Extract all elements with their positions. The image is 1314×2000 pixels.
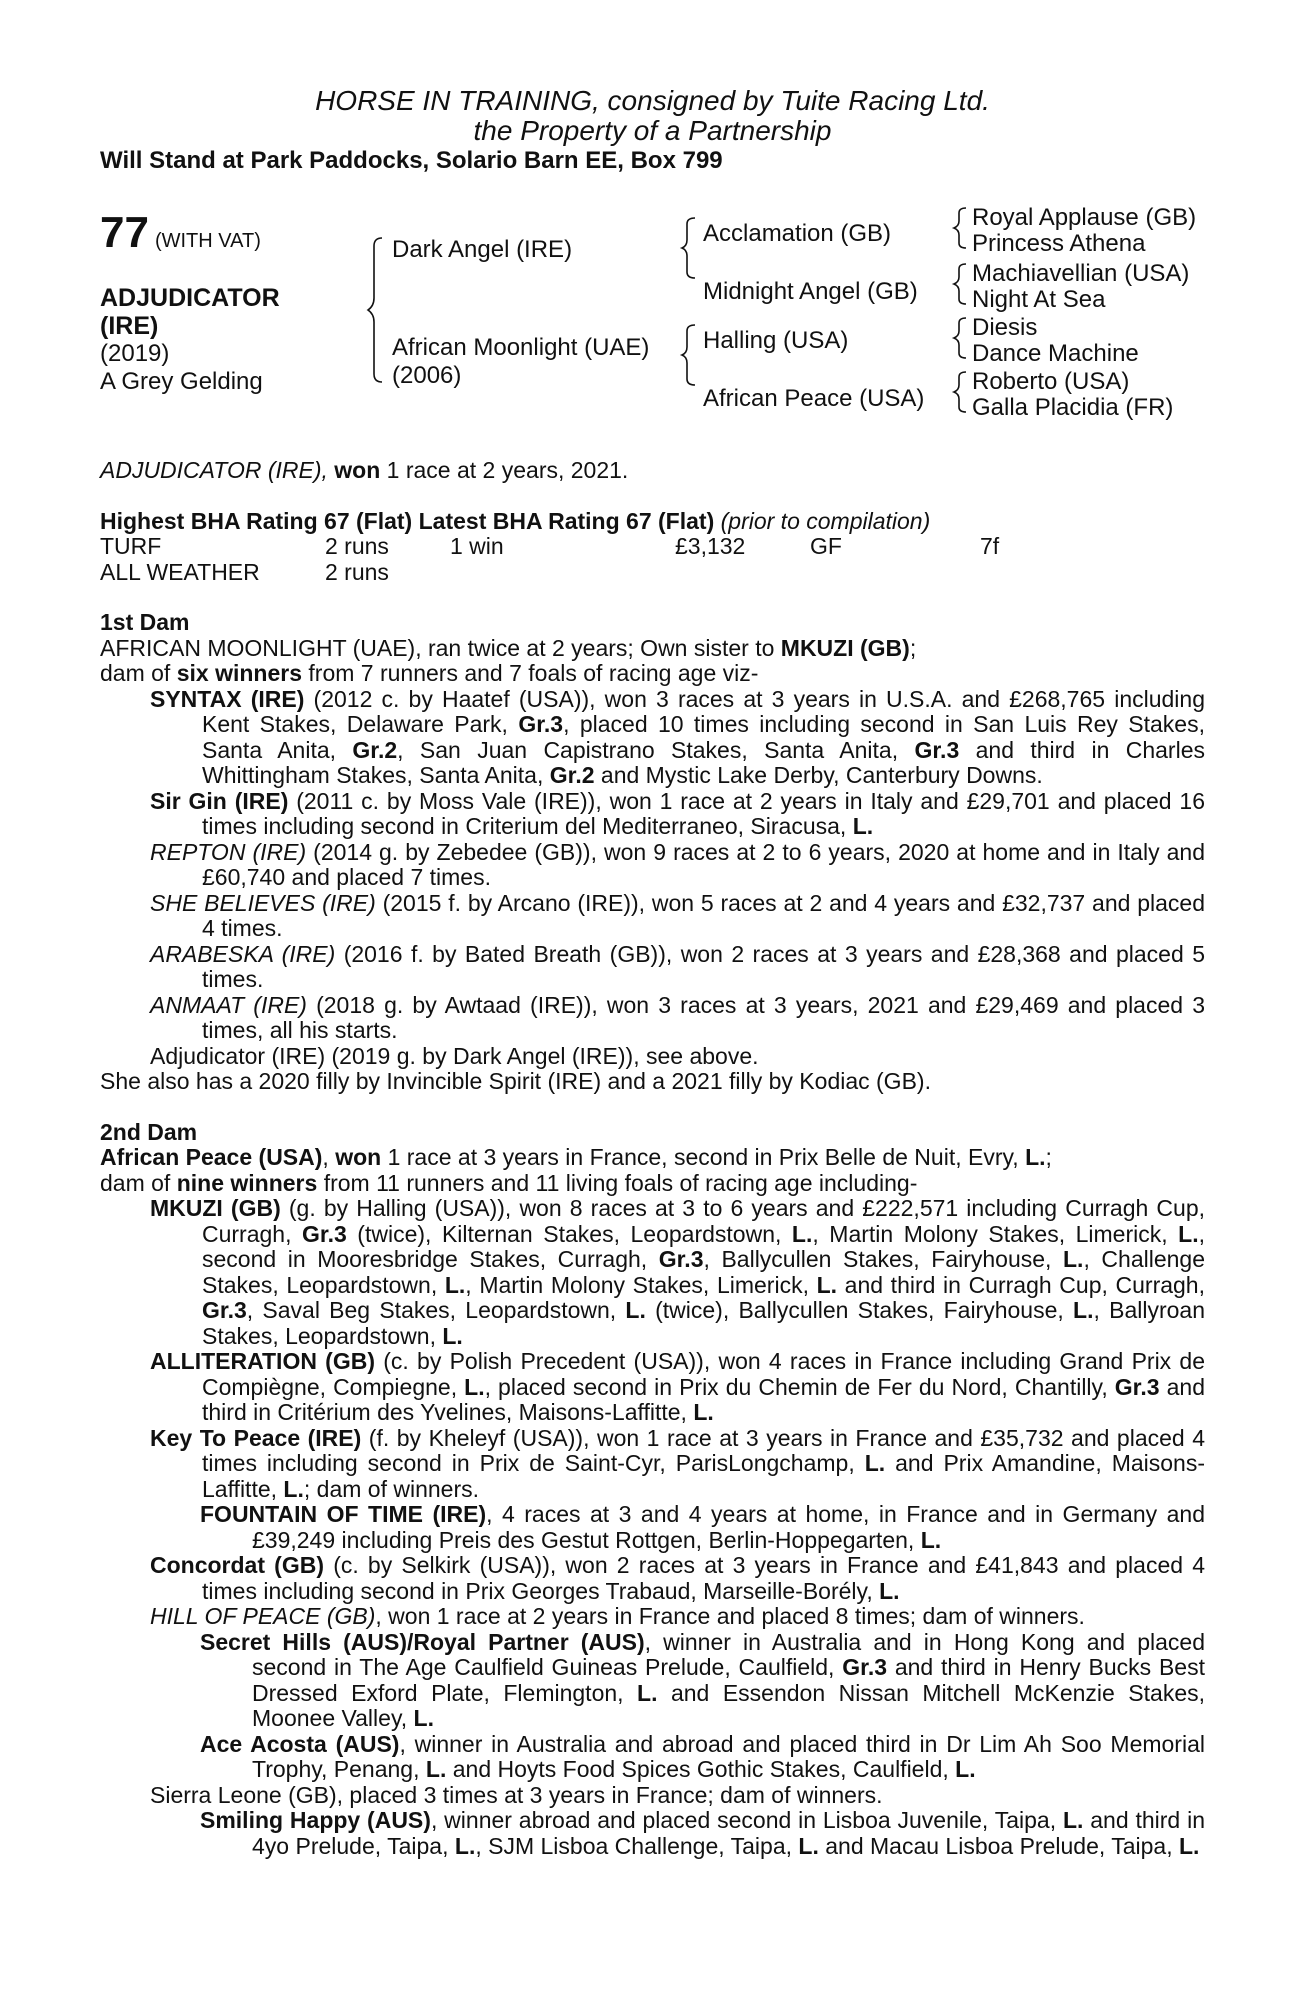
text-span: L.	[464, 1373, 485, 1400]
produce-entry	[100, 1630, 1205, 1732]
text-span: ,	[322, 1144, 336, 1170]
text-span: L.	[816, 1271, 838, 1298]
text-span: L.	[798, 1832, 819, 1859]
produce-entry	[100, 1349, 1205, 1426]
section-title: 1st Dam	[100, 609, 190, 635]
produce-name: MKUZI (GB)	[150, 1195, 281, 1221]
text-span: , placed 10 times including second in San Luis Rey Stakes, Santa Anita,	[202, 711, 1205, 763]
text-span: and third in Critérium des Yvelines, Maisons-Laffitte,	[202, 1373, 1205, 1425]
text-span: L.	[625, 1297, 646, 1323]
text-span: L.	[852, 813, 874, 839]
text-span: , Saval Beg Stakes, Leopardstown,	[246, 1297, 626, 1323]
text-span: ; dam of winners.	[303, 1475, 480, 1502]
text-span: , won 1 race at 2 years in France and placed 8 times; dam of winners.	[375, 1603, 1085, 1629]
produce-entry: Sierra Leone (GB), placed 3 times at 3 years in France; dam of winners.	[150, 1781, 883, 1808]
great-grandparent: Night At Sea	[972, 286, 1106, 313]
great-grandparent: Dance Machine	[972, 340, 1139, 367]
produce-name: Key To Peace (IRE)	[150, 1424, 362, 1451]
produce-name: SHE BELIEVES (IRE)	[150, 889, 376, 916]
stats-cell: ALL WEATHER	[100, 558, 260, 585]
summary-name: ADJUDICATOR (IRE),	[100, 457, 328, 483]
text-span: L.	[454, 1832, 476, 1859]
first-dam-section	[100, 610, 1205, 1095]
produce-entry	[100, 840, 1205, 891]
text-span: (twice), Kilternan Stakes, Leopardstown,	[346, 1220, 792, 1247]
text-span: AFRICAN MOONLIGHT (UAE), ran twice at 2 years; Own sister to	[100, 634, 781, 661]
text-span: and third in Charles Whittingham Stakes, Santa Anita,	[202, 736, 1205, 788]
text-span: L.	[1178, 1220, 1199, 1247]
produce-name: Smiling Happy (AUS)	[200, 1807, 431, 1833]
produce-name: ARABESKA (IRE)	[150, 940, 336, 967]
text-span: nine winners	[176, 1169, 318, 1196]
produce-name: Ace Acosta (AUS)	[200, 1730, 400, 1757]
horse-description: A Grey Gelding	[100, 368, 263, 395]
horse-name	[100, 284, 280, 340]
produce-name: FOUNTAIN OF TIME (IRE)	[200, 1501, 487, 1527]
text-span: L.	[693, 1399, 714, 1425]
text-span: (f. by Kheleyf (USA)), won 1 race at 3 years in France and £35,732 and placed 4 times including second in Prix de Saint-Cyr, ParisLongchamp,	[202, 1424, 1206, 1476]
produce-name: Secret Hills (AUS)/Royal Partner (AUS)	[200, 1628, 645, 1655]
text-span: (g. by Halling (USA)), won 8 races at 3 to 6 years and £222,571 including Curragh Cup, Curragh,	[202, 1195, 1205, 1247]
dam-intro	[100, 1171, 1205, 1197]
produce-entry	[100, 942, 1205, 993]
text-span: (2018 g. by Awtaad (IRE)), won 3 races at 3 years, 2021 and £29,469 and placed 3 times, all his starts.	[202, 991, 1206, 1043]
stats-cell: GF	[810, 533, 842, 559]
text-span: L.	[444, 1271, 466, 1298]
stats-cell: 1 win	[450, 533, 504, 559]
text-span: L.	[413, 1705, 434, 1731]
horse-name-line2: (IRE)	[100, 312, 159, 340]
text-span: Gr.3	[518, 711, 564, 737]
dam-dam: African Peace (USA)	[703, 385, 925, 412]
rating-text: Highest BHA Rating 67 (Flat) Latest BHA Rating 67 (Flat)	[100, 507, 715, 534]
text-span: MKUZI (GB)	[780, 634, 910, 661]
produce-entry	[100, 789, 1205, 840]
great-grandparent: Royal Applause (GB)	[972, 204, 1197, 231]
text-span: Gr.3	[914, 736, 960, 763]
text-span: L.	[1063, 1246, 1084, 1272]
lot-number: 77	[100, 208, 149, 257]
text-span: , placed second in Prix du Chemin de Fer du Nord, Chantilly,	[484, 1373, 1115, 1400]
text-span: , Ballycullen Stakes, Fairyhouse,	[703, 1246, 1063, 1272]
dam: African Moonlight (UAE)	[392, 334, 650, 361]
race-summary	[100, 458, 1205, 484]
great-grandparent: Diesis	[972, 314, 1038, 341]
stats-cell: 2 runs	[325, 533, 389, 559]
ratings-section	[100, 509, 1205, 586]
sire-sire: Acclamation (GB)	[703, 220, 892, 247]
produce-entry	[100, 687, 1205, 789]
text-span: (c. by Selkirk (USA)), won 2 races at 3 years in France and £41,843 and placed 4 times including second in Prix Georges Trabaud, Marseille-Borély,	[202, 1552, 1205, 1604]
text-span: Gr.3	[658, 1246, 704, 1272]
ratings-line	[100, 509, 1205, 535]
vat-note: (WITH VAT)	[154, 230, 261, 252]
text-span: (2014 g. by Zebedee (GB)), won 9 races at 2 to 6 years, 2020 at home and in Italy and £60,740 and placed 7 times.	[202, 838, 1205, 890]
text-span: dam of	[100, 660, 177, 686]
text-span: L.	[442, 1322, 463, 1349]
stats-cell: 2 runs	[325, 558, 389, 585]
produce-entry	[100, 1196, 1205, 1349]
ownership-line: the Property of a Partnership	[473, 115, 832, 146]
dam-intro	[100, 661, 1205, 687]
sire: Dark Angel (IRE)	[392, 236, 573, 263]
stats-row	[100, 534, 1205, 560]
produce-entry	[100, 1732, 1205, 1783]
also-note: She also has a 2020 filly by Invincible Spirit (IRE) and a 2021 filly by Kodiac (GB).	[100, 1068, 931, 1094]
text-span: (2015 f. by Arcano (IRE)), won 5 races at 2 and 4 years and £32,737 and placed 4 times.	[202, 889, 1205, 941]
text-span: , SJM Lisboa Challenge, Taipa,	[475, 1832, 799, 1859]
produce-entry	[100, 1808, 1205, 1859]
produce-name: Sir Gin (IRE)	[150, 787, 289, 814]
produce-entry	[100, 891, 1205, 942]
produce-entry	[100, 993, 1205, 1044]
text-span: Gr.3	[202, 1297, 247, 1323]
text-span: , San Juan Capistrano Stakes, Santa Anita,	[397, 736, 915, 763]
text-span: and Mystic Lake Derby, Canterbury Downs.	[594, 762, 1043, 788]
text-span: and third in Curragh Cup, Curragh,	[837, 1271, 1205, 1298]
text-span: L.	[879, 1577, 900, 1604]
text-span: , Martin Molony Stakes, Limerick,	[465, 1271, 817, 1298]
stand-location: Will Stand at Park Paddocks, Solario Barn EE, Box 799	[100, 147, 723, 174]
dam-intro	[100, 636, 1205, 662]
produce-name: HILL OF PEACE (GB)	[150, 1603, 376, 1629]
text-span: (2011 c. by Moss Vale (IRE)), won 1 race at 2 years in Italy and £29,701 and placed 16 times including second in Criterium del Mediterraneo, Siracusa,	[202, 787, 1205, 839]
text-span: and Prix Amandine, Maisons-Laffitte,	[202, 1450, 1205, 1502]
summary-won: won	[334, 457, 381, 483]
text-span: L.	[920, 1526, 942, 1553]
text-span: and Essendon Nissan Mitchell McKenzie Stakes, Moonee Valley,	[252, 1679, 1205, 1731]
text-span: Gr.2	[352, 736, 398, 763]
great-grandparent: Galla Placidia (FR)	[972, 394, 1174, 421]
text-span: and Macau Lisboa Prelude, Taipa,	[818, 1832, 1179, 1859]
text-span: Gr.3	[1114, 1373, 1160, 1400]
horse-year: (2019)	[100, 340, 170, 367]
summary-rest: 1 race at 2 years, 2021.	[380, 457, 629, 483]
text-span: L.	[864, 1450, 886, 1476]
text-span: and third in Henry Bucks Best Dressed Exford Plate, Flemington,	[252, 1654, 1205, 1706]
text-span: L.	[955, 1756, 976, 1782]
text-span: L.	[1073, 1297, 1094, 1323]
text-span: won	[335, 1144, 382, 1170]
stats-cell: TURF	[100, 533, 162, 559]
produce-entry	[100, 1604, 1205, 1630]
second-dam-section	[100, 1120, 1205, 1860]
text-span: ;	[909, 634, 917, 661]
produce-name: REPTON (IRE)	[150, 838, 307, 865]
text-span: L.	[283, 1475, 304, 1502]
text-span: L.	[1025, 1144, 1046, 1170]
dam-sire: Halling (USA)	[703, 327, 849, 354]
sire-dam: Midnight Angel (GB)	[703, 278, 918, 305]
great-grandparent: Princess Athena	[972, 230, 1146, 257]
text-span: (c. by Polish Precedent (USA)), won 4 races in France including Grand Prix de Compiègne, Compiegne,	[202, 1348, 1205, 1400]
text-span: (2012 c. by Haatef (USA)), won 3 races at 3 years in U.S.A. and £268,765 including Kent Stakes, Delaware Park,	[202, 685, 1205, 737]
produce-name: SYNTAX (IRE)	[150, 685, 305, 712]
produce-entry	[100, 1426, 1205, 1503]
section-title: 2nd Dam	[100, 1118, 198, 1145]
text-span: L.	[1062, 1807, 1084, 1833]
text-span: Gr.3	[302, 1220, 347, 1247]
produce-name: ALLITERATION (GB)	[150, 1348, 376, 1374]
text-span: Gr.3	[842, 1654, 888, 1680]
text-span: 1 race at 3 years in France, second in Prix Belle de Nuit, Evry,	[381, 1144, 1026, 1170]
text-span: from 11 runners and 11 living foals of racing age including-	[317, 1169, 918, 1196]
text-span: African Peace (USA)	[100, 1144, 323, 1170]
text-span: , Martin Molony Stakes, Limerick,	[812, 1220, 1179, 1247]
text-span: , winner abroad and placed second in Lisboa Juvenile, Taipa,	[430, 1807, 1063, 1833]
text-span: Gr.2	[549, 762, 595, 788]
text-span: L.	[425, 1756, 447, 1782]
text-span: , winner in Australia and abroad and placed third in Dr Lim Ah Soo Memorial Trophy, Penang,	[252, 1730, 1205, 1782]
produce-entry: Adjudicator (IRE) (2019 g. by Dark Angel (IRE)), see above.	[150, 1042, 759, 1069]
stats-cell: 7f	[980, 533, 1000, 559]
text-span: L.	[637, 1679, 658, 1706]
text-span: ;	[1045, 1144, 1052, 1170]
pedigree-block	[100, 200, 1205, 430]
great-grandparent: Roberto (USA)	[972, 368, 1130, 395]
text-span: , winner in Australia and in Hong Kong and placed second in The Age Caulfield Guineas Prelude, Caulfield,	[252, 1628, 1205, 1680]
text-span: six winners	[176, 660, 302, 686]
text-span: , Challenge Stakes, Leopardstown,	[202, 1246, 1205, 1298]
text-span: L.	[1179, 1832, 1200, 1859]
text-span: , second in Mooresbridge Stakes, Curragh,	[202, 1220, 1206, 1272]
produce-entry	[100, 1553, 1205, 1604]
text-span: , Ballyroan Stakes, Leopardstown,	[202, 1297, 1205, 1349]
text-span: from 7 runners and 7 foals of racing age viz-	[302, 660, 759, 686]
dam-year: (2006)	[392, 362, 462, 389]
text-span: and third in 4yo Prelude, Taipa,	[252, 1807, 1205, 1859]
text-span: (twice), Ballycullen Stakes, Fairyhouse,	[645, 1297, 1074, 1323]
consignor-line: HORSE IN TRAINING, consigned by Tuite Racing Ltd.	[315, 85, 990, 116]
horse-name-line1: ADJUDICATOR	[100, 284, 280, 312]
lot-number-block	[100, 210, 261, 256]
dam-intro	[100, 1145, 1205, 1171]
text-span: L.	[791, 1220, 813, 1247]
text-span: and Hoyts Food Spices Gothic Stakes, Caulfield,	[446, 1756, 956, 1782]
rating-note: (prior to compilation)	[720, 507, 931, 534]
stats-row	[100, 560, 1205, 586]
produce-name: ANMAAT (IRE)	[150, 991, 307, 1018]
stats-cell: £3,132	[675, 533, 746, 559]
produce-entry	[100, 1502, 1205, 1553]
great-grandparent: Machiavellian (USA)	[972, 260, 1190, 287]
catalogue-page	[100, 0, 1205, 1859]
text-span: , 4 races at 3 and 4 years at home, in France and in Germany and £39,249 including Preis des Gestut Rottgen, Berlin-Hoppegarten,	[252, 1501, 1205, 1553]
text-span: (2016 f. by Bated Breath (GB)), won 2 races at 3 years and £28,368 and placed 5 times.	[202, 940, 1205, 992]
text-span: dam of	[100, 1169, 177, 1196]
produce-name: Concordat (GB)	[150, 1552, 325, 1578]
